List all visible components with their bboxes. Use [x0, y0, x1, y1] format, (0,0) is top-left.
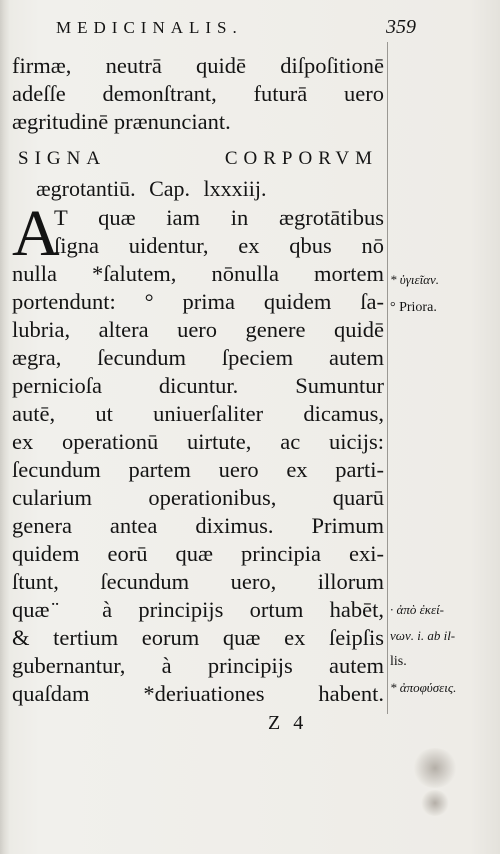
margin-note: * ἀποφύσεις. [390, 680, 457, 695]
text-line: lubria, altera uero genere quidē [12, 317, 384, 342]
text-line: cularium operationibus, quarū [12, 485, 384, 510]
text-line: adeſſe demonſtrant, futurā uero [12, 81, 384, 106]
text-line: nulla *ſalutem, nōnulla mortem [12, 261, 384, 286]
page-number: 359 [386, 16, 416, 38]
text-line: firmæ, neutrā quidē diſpoſitionē [12, 53, 384, 78]
text-line: autē, ut uniuerſaliter dicamus, [12, 401, 384, 426]
text-line: quidem eorū quæ principia exi- [12, 541, 384, 566]
show-through-text [395, 170, 485, 370]
main-text-block [12, 52, 384, 708]
text-line: quaſdam *deriuationes habent. [12, 681, 384, 706]
margin-note: * ὑγιεῖαν. [390, 272, 440, 287]
text-line: gubernantur, à principijs autem [12, 653, 384, 678]
running-title: MEDICINALIS. [56, 18, 243, 37]
text-line: genera antea diximus. Primum [12, 513, 384, 538]
text-line: & tertium eorum quæ ex ſeipſis [12, 625, 384, 650]
text-line: ſtunt, ſecundum uero, illorum [12, 569, 384, 594]
text-line: ex operationū uirtute, ac uicijs: [12, 429, 384, 454]
page-stain [412, 748, 458, 788]
text-line: ſigna uidentur, ex qbus nō [54, 233, 384, 258]
margin-note: lis. [390, 654, 407, 669]
text-line: portendunt: ° prima quidem ſa- [12, 289, 384, 314]
chapter-heading: SIGNA CORPORVM [18, 148, 378, 169]
signature-mark: Z 4 [268, 712, 308, 734]
chapter-subheading: ægrotantiū. Cap. lxxxiij. [36, 176, 267, 201]
drop-cap-paragraph-start [12, 197, 384, 270]
text-line: ægritudinē prænunciant. [12, 109, 231, 134]
text-line: ægra, ſecundum ſpeciem autem [12, 345, 384, 370]
drop-cap-letter: A [12, 197, 60, 270]
margin-rule [387, 42, 388, 714]
page-header [36, 18, 416, 46]
text-line: T quæ iam in ægrotātibus [54, 205, 384, 230]
margin-note: ° Priora. [390, 300, 437, 315]
text-line: pernicioſa dicuntur. Sumuntur [12, 373, 384, 398]
margin-note: · ἀπὸ ἐκεί- [390, 602, 445, 617]
text-line: ſecundum partem uero ex parti- [12, 457, 384, 482]
text-line: quæ ̈ à principijs ortum habēt, [12, 597, 384, 622]
page-stain [420, 790, 450, 816]
margin-note: νων. i. ab il- [390, 628, 456, 643]
